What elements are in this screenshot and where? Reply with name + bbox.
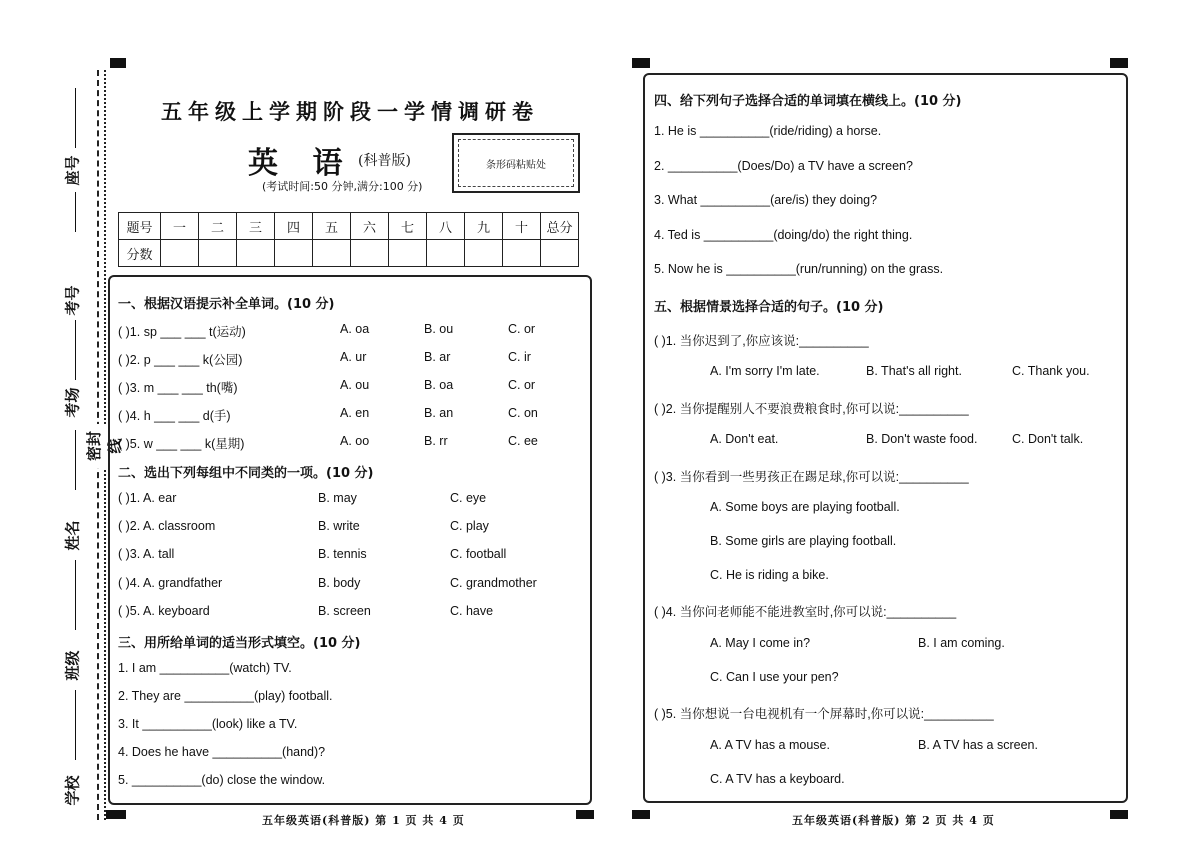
seat-number-line xyxy=(75,192,76,232)
fill-in-question: 3. What __________(are/is) they doing? xyxy=(654,193,878,207)
section-4-title: 四、给下列句子选择合适的单词填在横线上。(10 分) xyxy=(654,94,962,109)
option-c: C. eye xyxy=(450,491,487,505)
option-b: B. Some girls are playing football. xyxy=(710,534,897,548)
fill-in-question: 4. Does he have __________(hand)? xyxy=(118,745,326,759)
section-2-title: 二、选出下列每组中不同类的一项。(10 分) xyxy=(118,466,374,481)
student-name-label: 姓名 xyxy=(63,520,82,551)
page-1-footer: 五年级英语(科普版) 第 1 页 共 4 页 xyxy=(262,814,465,827)
situation-question: ( )5. 当你想说一台电视机有一个屏幕时,你可以说:__________ xyxy=(654,707,994,721)
situation-question: ( )2. 当你提醒别人不要浪费粮食时,你可以说:__________ xyxy=(654,402,969,416)
section-1-title: 一、根据汉语提示补全单词。(10 分) xyxy=(118,297,335,312)
option-c: C. grandmother xyxy=(450,576,537,590)
option-b: B. tennis xyxy=(318,547,367,561)
registration-mark xyxy=(1110,810,1128,819)
option-b: B. screen xyxy=(318,604,371,618)
option-b: B. body xyxy=(318,576,361,590)
option-b: B. oa xyxy=(424,378,454,392)
edition-label: (科普版) xyxy=(358,153,411,169)
school-label: 学校 xyxy=(63,775,82,806)
situation-question: ( )1. 当你迟到了,你应该说:__________ xyxy=(654,334,869,348)
student-name-line xyxy=(75,560,76,630)
table-cell: 四 xyxy=(275,213,313,240)
fill-in-question: 4. Ted is __________(doing/do) the right thing. xyxy=(654,228,913,242)
situation-question: ( )3. 当你看到一些男孩正在踢足球,你可以说:__________ xyxy=(654,470,969,484)
fill-in-question: 5. __________(do) close the window. xyxy=(118,773,326,787)
option-b: B. rr xyxy=(424,434,448,448)
score-table-score-row xyxy=(119,240,579,267)
registration-mark xyxy=(106,810,126,819)
option-b: B. write xyxy=(318,519,360,533)
registration-mark xyxy=(576,810,594,819)
fill-in-question: 1. He is __________(ride/riding) a horse. xyxy=(654,124,882,138)
exam-number-line xyxy=(75,320,76,380)
option-c: C. or xyxy=(508,378,536,392)
fill-in-question: 2. They are __________(play) football. xyxy=(118,689,333,703)
option-b: B. an xyxy=(424,406,454,420)
option-a: A. oa xyxy=(340,322,370,336)
option-a: A. en xyxy=(340,406,370,420)
page-2-footer: 五年级英语(科普版) 第 2 页 共 4 页 xyxy=(792,814,995,827)
class-line xyxy=(75,690,76,760)
question-text: ( )2. A. classroom xyxy=(118,519,216,533)
score-input-cell[interactable] xyxy=(237,240,275,267)
subject-title: 英 语 xyxy=(248,146,355,181)
option-a: A. ou xyxy=(340,378,370,392)
registration-mark xyxy=(1110,58,1128,68)
option-c: C. or xyxy=(508,322,536,336)
question-text: ( )5. A. keyboard xyxy=(118,604,210,618)
registration-mark xyxy=(110,58,126,68)
option-b: B. ou xyxy=(424,322,454,336)
score-input-cell[interactable] xyxy=(465,240,503,267)
score-input-cell[interactable] xyxy=(351,240,389,267)
seal-line-label: 密封线 xyxy=(83,424,125,468)
table-cell: 十 xyxy=(503,213,541,240)
option-b: B. A TV has a screen. xyxy=(918,738,1038,752)
table-cell: 六 xyxy=(351,213,389,240)
option-a: A. Don't eat. xyxy=(710,432,779,446)
option-b: B. That's all right. xyxy=(866,364,962,378)
option-c: C. Don't talk. xyxy=(1012,432,1084,446)
question-text: ( )1. A. ear xyxy=(118,491,177,505)
question-text: ( )1. sp ___ ___ t(运动) xyxy=(118,325,246,339)
score-input-cell[interactable] xyxy=(313,240,351,267)
option-a: A. Some boys are playing football. xyxy=(710,500,900,514)
question-text: ( )2. p ___ ___ k(公园) xyxy=(118,353,243,367)
table-cell: 七 xyxy=(389,213,427,240)
option-c: C. have xyxy=(450,604,494,618)
option-a: A. May I come in? xyxy=(710,636,811,650)
option-a: A. A TV has a mouse. xyxy=(710,738,830,752)
barcode-area xyxy=(452,133,580,193)
question-text: ( )3. m ___ ___ th(嘴) xyxy=(118,381,238,395)
option-c: C. A TV has a keyboard. xyxy=(710,772,845,786)
score-table-header-row xyxy=(119,213,579,240)
exam-number-label: 考号 xyxy=(63,285,82,316)
option-a: A. I'm sorry I'm late. xyxy=(710,364,820,378)
seat-number-label: 座号 xyxy=(63,155,82,186)
fill-in-question: 5. Now he is __________(run/running) on the grass. xyxy=(654,262,944,276)
option-b: B. ar xyxy=(424,350,451,364)
exam-room-line xyxy=(75,430,76,490)
table-cell: 九 xyxy=(465,213,503,240)
option-b: B. Don't waste food. xyxy=(866,432,978,446)
option-c: C. ir xyxy=(508,350,531,364)
table-cell: 一 xyxy=(161,213,199,240)
seat-number-line xyxy=(75,88,76,148)
table-cell: 三 xyxy=(237,213,275,240)
table-cell: 二 xyxy=(199,213,237,240)
table-cell: 分数 xyxy=(119,240,161,267)
question-text: ( )4. A. grandfather xyxy=(118,576,223,590)
registration-mark xyxy=(632,810,650,819)
fill-in-question: 2. __________(Does/Do) a TV have a screen? xyxy=(654,159,913,173)
score-input-cell[interactable] xyxy=(541,240,579,267)
exam-room-label: 考场 xyxy=(63,387,82,418)
option-c: C. Thank you. xyxy=(1012,364,1090,378)
option-a: A. ur xyxy=(340,350,367,364)
table-cell: 五 xyxy=(313,213,351,240)
question-text: ( )3. A. tall xyxy=(118,547,175,561)
option-b: B. may xyxy=(318,491,357,505)
score-input-cell[interactable] xyxy=(275,240,313,267)
registration-mark xyxy=(632,58,650,68)
section-3-title: 三、用所给单词的适当形式填空。(10 分) xyxy=(118,636,361,651)
table-cell: 八 xyxy=(427,213,465,240)
option-a: A. oo xyxy=(340,434,370,448)
table-cell: 题号 xyxy=(119,213,161,240)
fill-in-question: 1. I am __________(watch) TV. xyxy=(118,661,292,675)
class-label: 班级 xyxy=(63,650,82,681)
exam-title: 五年级上学期阶段一学情调研卷 xyxy=(161,99,539,124)
question-text: ( )4. h ___ ___ d(手) xyxy=(118,409,231,423)
score-input-cell[interactable] xyxy=(161,240,199,267)
score-input-cell[interactable] xyxy=(503,240,541,267)
situation-question: ( )4. 当你问老师能不能进教室时,你可以说:__________ xyxy=(654,605,957,619)
option-b: B. I am coming. xyxy=(918,636,1005,650)
fill-in-question: 3. It __________(look) like a TV. xyxy=(118,717,298,731)
section-5-title: 五、根据情景选择合适的句子。(10 分) xyxy=(654,300,884,315)
exam-info: (考试时间:50 分钟,满分:100 分) xyxy=(262,180,423,193)
score-input-cell[interactable] xyxy=(389,240,427,267)
option-c: C. on xyxy=(508,406,538,420)
option-c: C. Can I use your pen? xyxy=(710,670,839,684)
score-table xyxy=(118,212,579,267)
option-c: C. football xyxy=(450,547,507,561)
option-c: C. ee xyxy=(508,434,538,448)
table-cell: 总分 xyxy=(541,213,579,240)
barcode-label: 条形码粘贴处 xyxy=(458,139,574,187)
score-input-cell[interactable] xyxy=(199,240,237,267)
question-text: ( )5. w ___ ___ k(星期) xyxy=(118,437,245,451)
option-c: C. play xyxy=(450,519,489,533)
option-c: C. He is riding a bike. xyxy=(710,568,829,582)
score-input-cell[interactable] xyxy=(427,240,465,267)
